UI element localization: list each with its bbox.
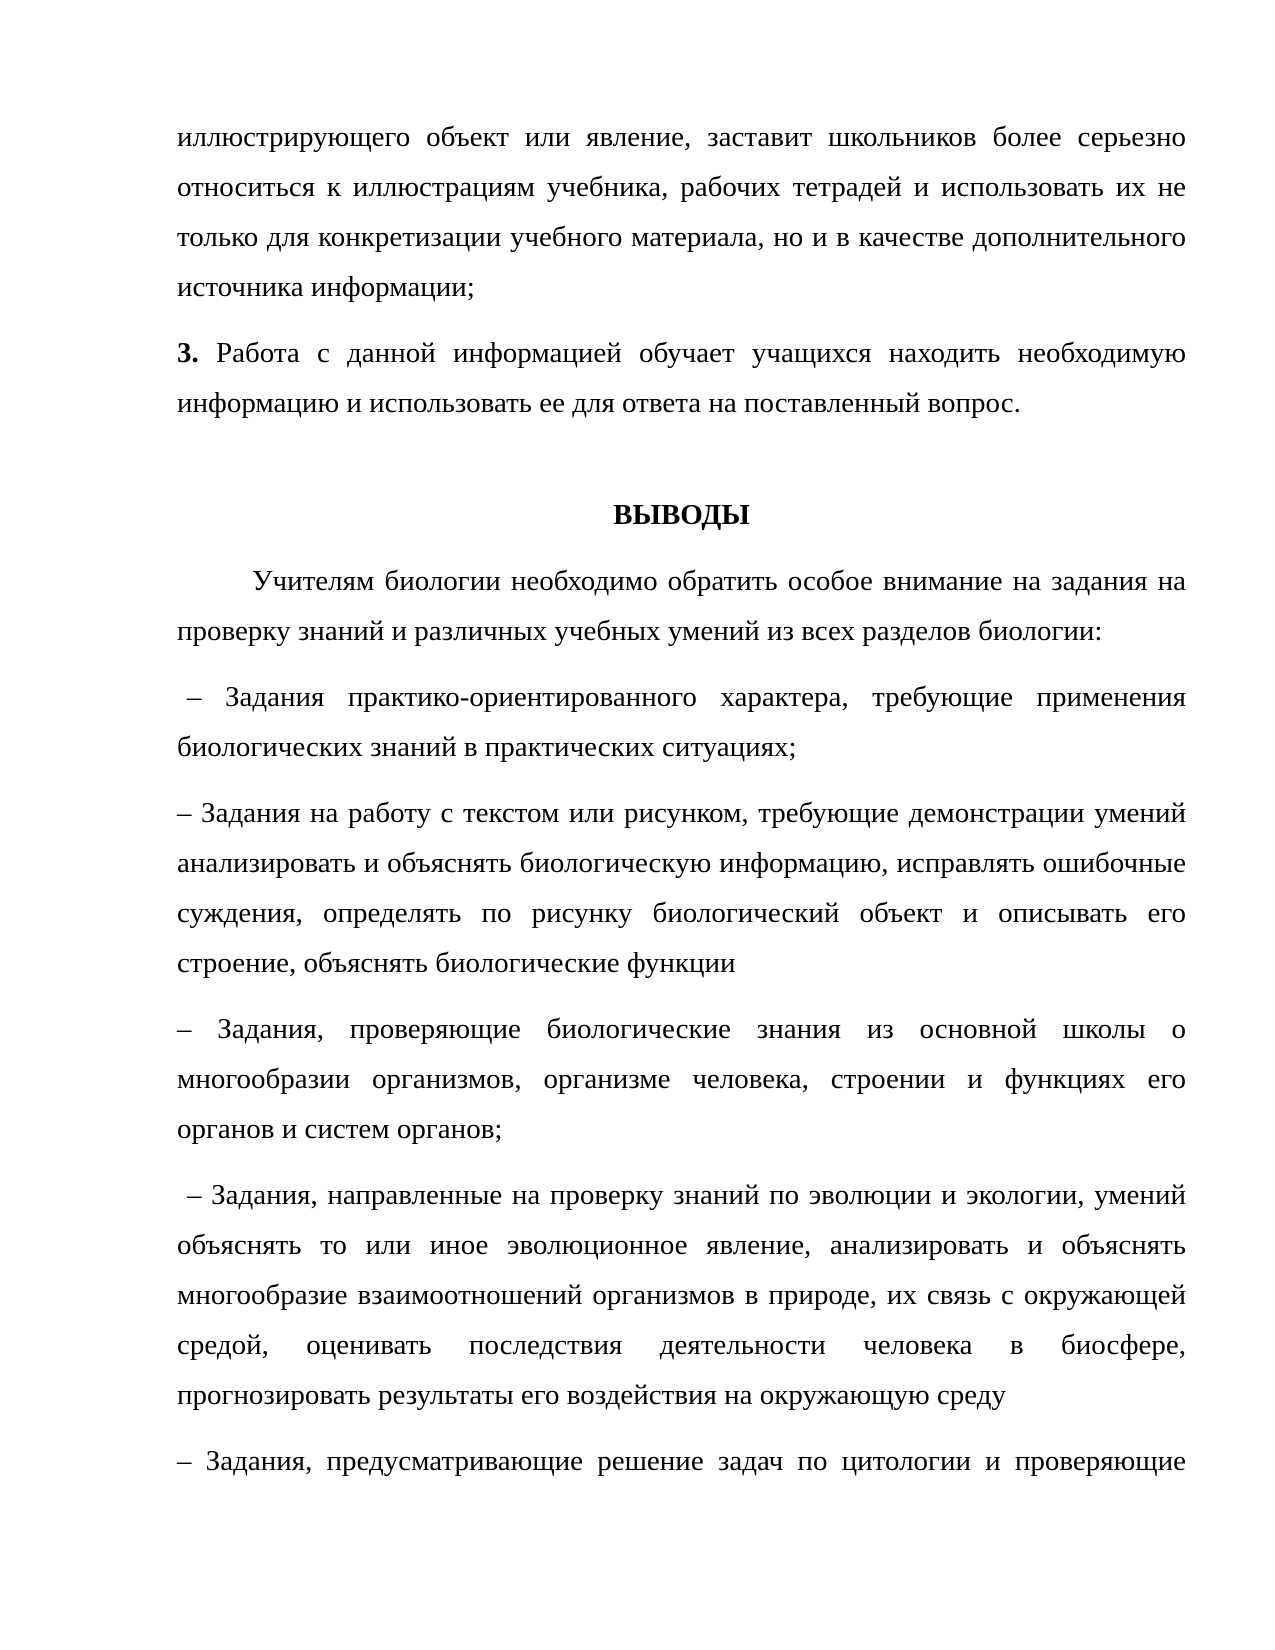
point-3-text: Работа с данной информацией обучает учащихся находить необходимую информацию и использовать ее для ответа на поставленный вопрос. (177, 337, 1186, 419)
point-number: 3. (177, 337, 199, 369)
section-heading: ВЫВОДЫ (613, 499, 750, 531)
bullet-basic-school-knowledge: – Задания, проверяющие биологические знания из основной школы о многообразии организмов, организме человека, строении и функциях его органов и систем органов; (177, 1013, 1186, 1145)
paragraph-point-3 (177, 328, 1186, 428)
bullet-cytology-tasks: – Задания, предусматривающие решение задач по цитологии и проверяющие (177, 1445, 1186, 1477)
paragraph-teachers-intro: Учителям биологии необходимо обратить особое внимание на задания на проверку знаний и различных учебных умений из всех разделов биологии: (177, 565, 1186, 647)
bullet-text-picture-tasks: – Задания на работу с текстом или рисунком, требующие демонстрации умений анализировать и объяснять биологическую информацию, исправлять ошибочные суждения, определять по рисунку биологический объект и описывать его строение, объяснять биологические функции (177, 797, 1186, 979)
bullet-evolution-ecology: – Задания, направленные на проверку знаний по эволюции и экологии, умений объяснять то или иное эволюционное явление, анализировать и объяснять многообразие взаимоотношений организмов в природе, их связь с окружающей средой, оценивать последствия деятельности человека в биосфере, прогнозировать результаты его воздействия на окружающую среду (177, 1179, 1186, 1411)
bullet-practical-tasks: – Задания практико-ориентированного характера, требующие применения биологических знаний в практических ситуациях; (177, 681, 1186, 763)
paragraph-illustrations: иллюстрирующего объект или явление, заставит школьников более серьезно относиться к иллюстрациям учебника, рабочих тетрадей и использовать их не только для конкретизации учебного материала, но и в качестве дополнительного источника информации; (177, 121, 1186, 303)
